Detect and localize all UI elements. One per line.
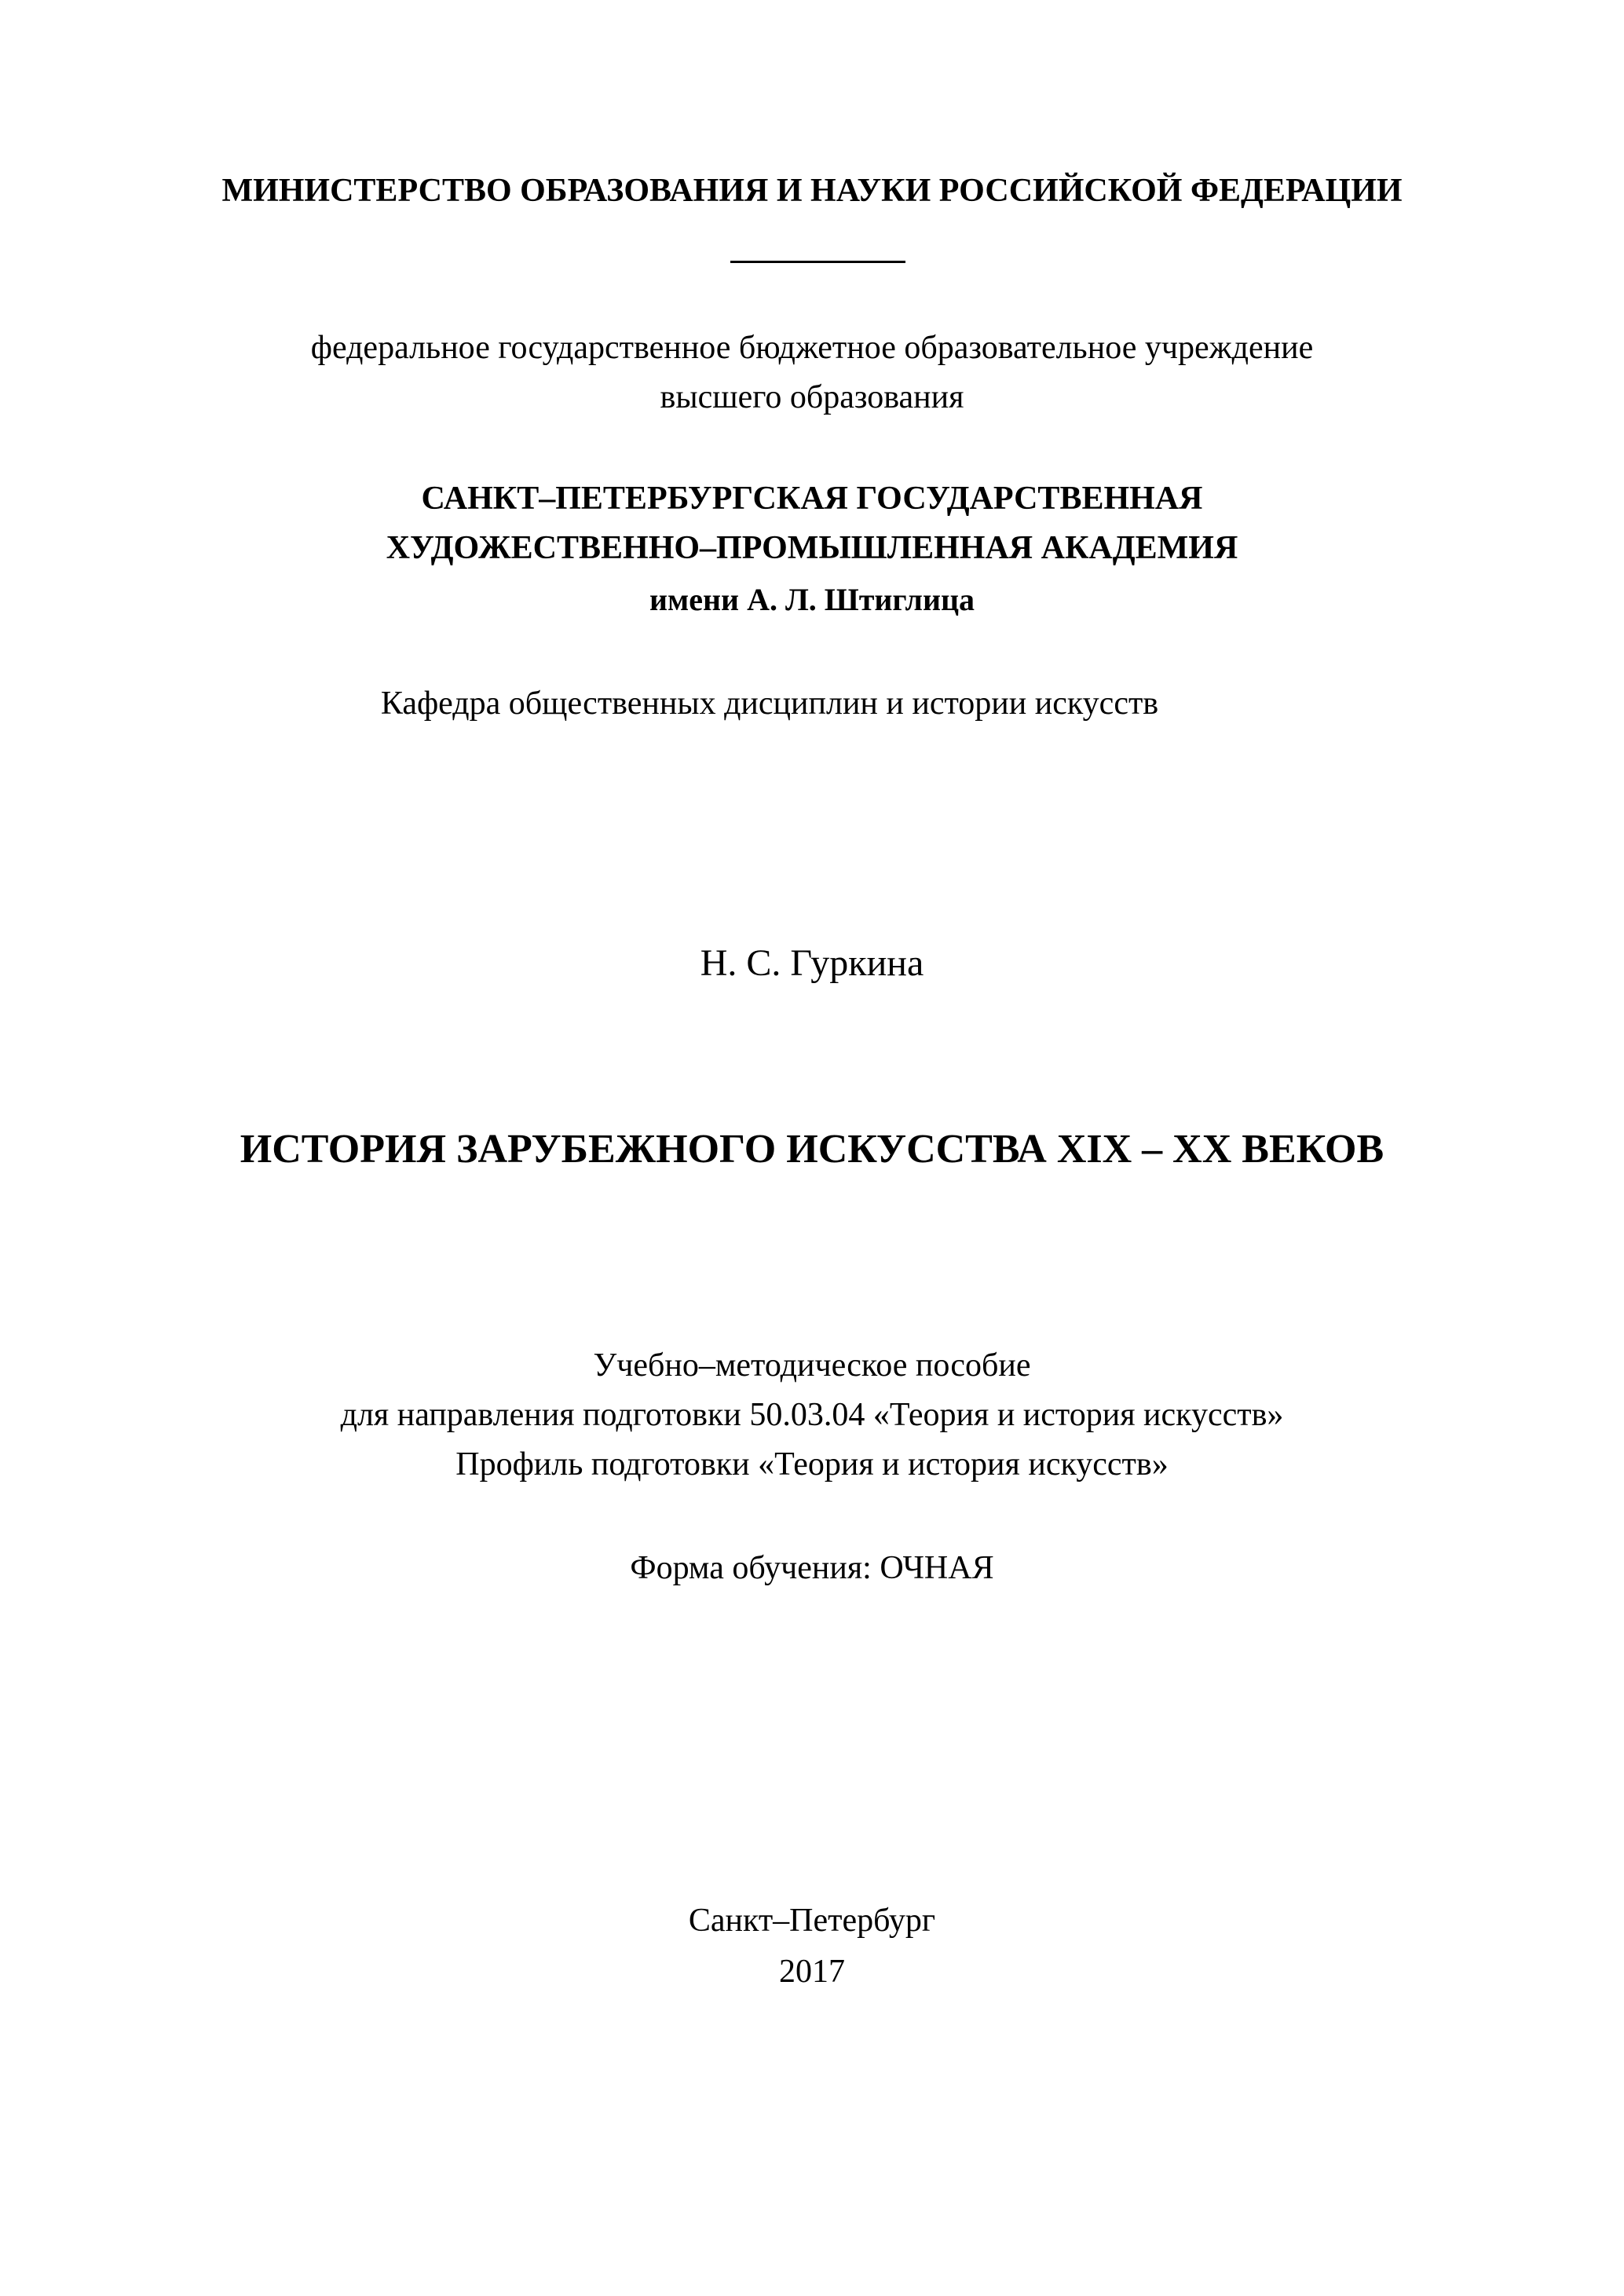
publication-year: 2017 [779,1954,845,1990]
publication-city: Санкт–Петербург [688,1903,936,1939]
description-line1: Учебно–методическое пособие [593,1347,1031,1384]
separator-rule [730,261,905,263]
description-line2: для направления подготовки 50.03.04 «Теория и история искусств» [340,1397,1284,1433]
department-name: Кафедра общественных дисциплин и истории искусств [380,686,1159,722]
institution-type-line2: высшего образования [660,379,964,415]
document-title: ИСТОРИЯ ЗАРУБЕЖНОГО ИСКУССТВА XIX – XX ВЕКОВ [240,1127,1384,1172]
description-line3: Профиль подготовки «Теория и история искусств» [455,1446,1169,1483]
study-form: Форма обучения: ОЧНАЯ [630,1550,994,1586]
institution-type-line1: федеральное государственное бюджетное образовательное учреждение [310,330,1314,366]
academy-name-line1: САНКТ–ПЕТЕРБУРГСКАЯ ГОСУДАРСТВЕННАЯ [421,481,1203,517]
ministry-heading: МИНИСТЕРСТВО ОБРАЗОВАНИЯ И НАУКИ РОССИЙСКОЙ ФЕДЕРАЦИИ [221,173,1403,209]
academy-name-line2: ХУДОЖЕСТВЕННО–ПРОМЫШЛЕННАЯ АКАДЕМИЯ [386,530,1238,566]
academy-name-line3: имени А. Л. Штиглица [649,582,975,617]
author-name: Н. С. Гуркина [700,942,924,984]
